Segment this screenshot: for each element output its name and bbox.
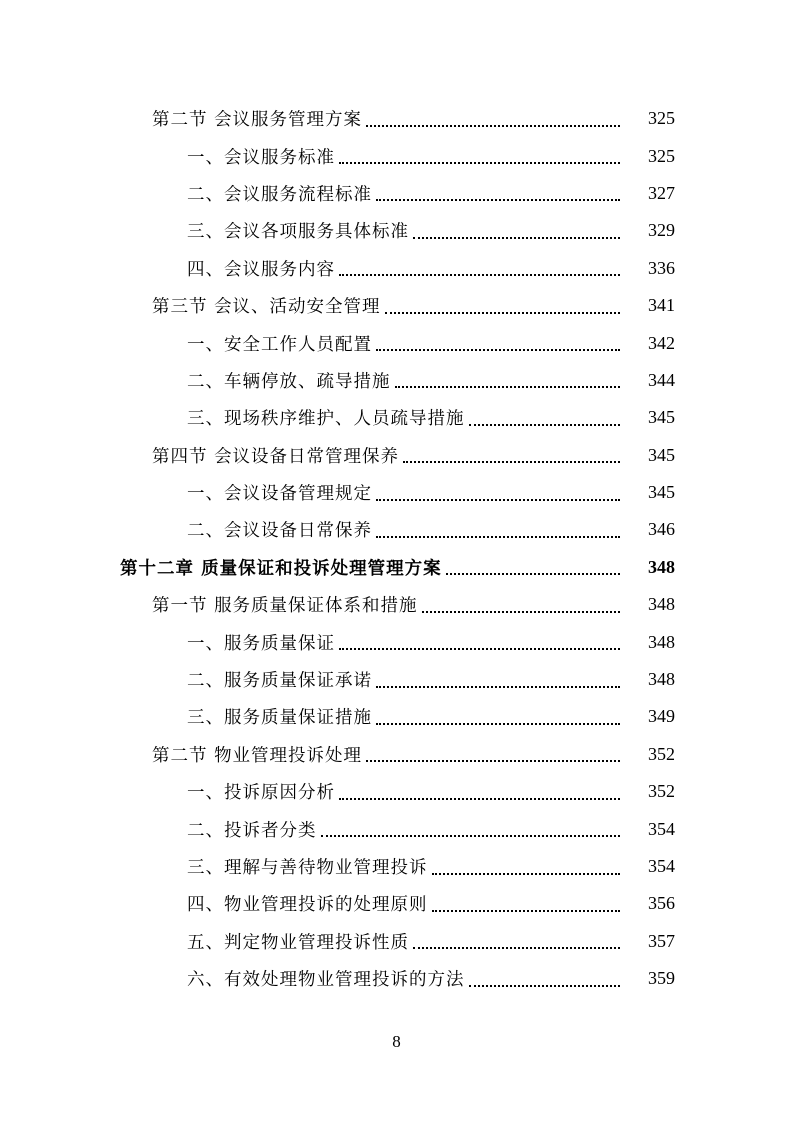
toc-entry[interactable] bbox=[0, 474, 793, 511]
toc-entry-page: 352 bbox=[648, 743, 675, 764]
page-number: 8 bbox=[392, 1032, 401, 1051]
toc-entry[interactable] bbox=[0, 885, 793, 922]
toc-entry-title: 五、判定物业管理投诉性质 bbox=[187, 932, 409, 953]
toc-entry-title: 二、会议服务流程标准 bbox=[187, 184, 372, 205]
toc-leader-dots bbox=[376, 723, 620, 725]
toc-leader-dots bbox=[432, 873, 621, 875]
toc-leader-dots bbox=[376, 686, 620, 688]
toc-chapter-page: 348 bbox=[648, 556, 675, 577]
toc-entry-title: 三、会议各项服务具体标准 bbox=[187, 222, 409, 243]
toc-entry-page: 348 bbox=[648, 594, 675, 615]
toc-entry[interactable] bbox=[0, 437, 793, 474]
toc-leader-dots bbox=[395, 386, 621, 388]
toc-leader-dots bbox=[403, 461, 620, 463]
toc-entry-title: 一、会议设备管理规定 bbox=[187, 484, 372, 505]
toc-entry-page: 349 bbox=[648, 706, 675, 727]
toc-entry[interactable] bbox=[0, 362, 793, 399]
toc-entry-page: 325 bbox=[648, 145, 675, 166]
toc-entry[interactable] bbox=[0, 137, 793, 174]
toc-entry-title: 二、服务质量保证承诺 bbox=[187, 671, 372, 692]
toc-entry-title: 一、投诉原因分析 bbox=[187, 783, 335, 804]
toc-leader-dots bbox=[339, 274, 620, 276]
toc-entry-title: 一、服务质量保证 bbox=[187, 633, 335, 654]
toc-entry-title: 第三节 会议、活动安全管理 bbox=[152, 297, 381, 318]
toc-entry[interactable] bbox=[0, 736, 793, 773]
toc-entry-title: 四、物业管理投诉的处理原则 bbox=[187, 895, 428, 916]
toc-entry-title: 第二节 物业管理投诉处理 bbox=[152, 745, 363, 766]
toc-entry-page: 336 bbox=[648, 257, 675, 278]
toc-entry-title: 二、投诉者分类 bbox=[187, 820, 317, 841]
toc-entry[interactable] bbox=[0, 399, 793, 436]
toc-leader-dots bbox=[376, 199, 620, 201]
toc-entry[interactable] bbox=[0, 698, 793, 735]
toc-leader-dots bbox=[366, 760, 620, 762]
toc-leader-dots bbox=[385, 312, 620, 314]
toc-entry-page: 346 bbox=[648, 519, 675, 540]
toc-entry[interactable] bbox=[0, 586, 793, 623]
toc-entry[interactable] bbox=[0, 511, 793, 548]
toc-entry-page: 329 bbox=[648, 220, 675, 241]
toc-entry-page: 354 bbox=[648, 818, 675, 839]
toc-leader-dots bbox=[469, 424, 621, 426]
toc-entry-page: 356 bbox=[648, 893, 675, 914]
toc-entry[interactable] bbox=[0, 100, 793, 137]
toc-leader-dots bbox=[321, 835, 621, 837]
toc-entry-title: 三、理解与善待物业管理投诉 bbox=[187, 858, 428, 878]
toc-entry-title: 四、会议服务内容 bbox=[187, 259, 335, 280]
toc-chapter-entry[interactable] bbox=[0, 549, 793, 586]
toc-leader-dots bbox=[339, 798, 620, 800]
toc-entry-title: 三、现场秩序维护、人员疏导措施 bbox=[187, 409, 465, 430]
toc-entry-page: 348 bbox=[648, 631, 675, 652]
toc-entry-title: 第二节 会议服务管理方案 bbox=[152, 110, 363, 131]
toc-entry-page: 348 bbox=[648, 669, 675, 690]
toc-entry-page: 357 bbox=[648, 930, 675, 951]
toc-entry-title: 二、车辆停放、疏导措施 bbox=[187, 371, 391, 392]
toc-entry[interactable] bbox=[0, 810, 793, 847]
toc-entry-page: 325 bbox=[648, 108, 675, 129]
toc-entry-page: 359 bbox=[648, 968, 675, 989]
toc-entry[interactable] bbox=[0, 287, 793, 324]
toc-leader-dots bbox=[376, 499, 620, 501]
toc-entry[interactable] bbox=[0, 661, 793, 698]
toc-entry-page: 345 bbox=[648, 482, 675, 503]
toc-entry-page: 344 bbox=[648, 369, 675, 390]
toc-entry[interactable] bbox=[0, 212, 793, 249]
toc-entry[interactable] bbox=[0, 175, 793, 212]
toc-entry-title: 一、会议服务标准 bbox=[187, 147, 335, 168]
toc-entry-title: 第一节 服务质量保证体系和措施 bbox=[152, 596, 418, 617]
toc-entry-page: 354 bbox=[648, 856, 675, 876]
toc-leader-dots bbox=[446, 573, 620, 575]
toc-entry-title: 第四节 会议设备日常管理保养 bbox=[152, 446, 400, 467]
toc-entry-title: 三、服务质量保证措施 bbox=[187, 708, 372, 729]
toc-entry-title: 一、安全工作人员配置 bbox=[187, 334, 372, 355]
toc-leader-dots bbox=[376, 536, 620, 538]
toc-entry-page: 345 bbox=[648, 444, 675, 465]
toc-entry-page: 352 bbox=[648, 781, 675, 802]
toc-entry[interactable] bbox=[0, 960, 793, 997]
toc-entry[interactable] bbox=[0, 923, 793, 960]
toc-entry-page: 327 bbox=[648, 182, 675, 203]
toc-leader-dots bbox=[413, 237, 620, 239]
toc-entry-title: 六、有效处理物业管理投诉的方法 bbox=[187, 970, 465, 991]
toc-entry[interactable] bbox=[0, 773, 793, 810]
toc-leader-dots bbox=[339, 162, 620, 164]
toc-entry-page: 341 bbox=[648, 295, 675, 316]
toc-entry[interactable] bbox=[0, 848, 793, 885]
toc-leader-dots bbox=[413, 947, 620, 949]
toc-leader-dots bbox=[422, 611, 620, 613]
toc-entry-title: 二、会议设备日常保养 bbox=[187, 521, 372, 542]
toc-leader-dots bbox=[376, 349, 620, 351]
toc-entry[interactable] bbox=[0, 324, 793, 361]
toc-entry[interactable] bbox=[0, 250, 793, 287]
toc-entry[interactable] bbox=[0, 623, 793, 660]
toc-leader-dots bbox=[366, 125, 620, 127]
toc-entry-page: 342 bbox=[648, 332, 675, 353]
table-of-contents bbox=[0, 100, 793, 997]
toc-leader-dots bbox=[432, 910, 621, 912]
toc-chapter-title: 第十二章 质量保证和投诉处理管理方案 bbox=[120, 558, 442, 579]
toc-entry-page: 345 bbox=[648, 407, 675, 428]
toc-leader-dots bbox=[469, 985, 621, 987]
toc-leader-dots bbox=[339, 648, 620, 650]
